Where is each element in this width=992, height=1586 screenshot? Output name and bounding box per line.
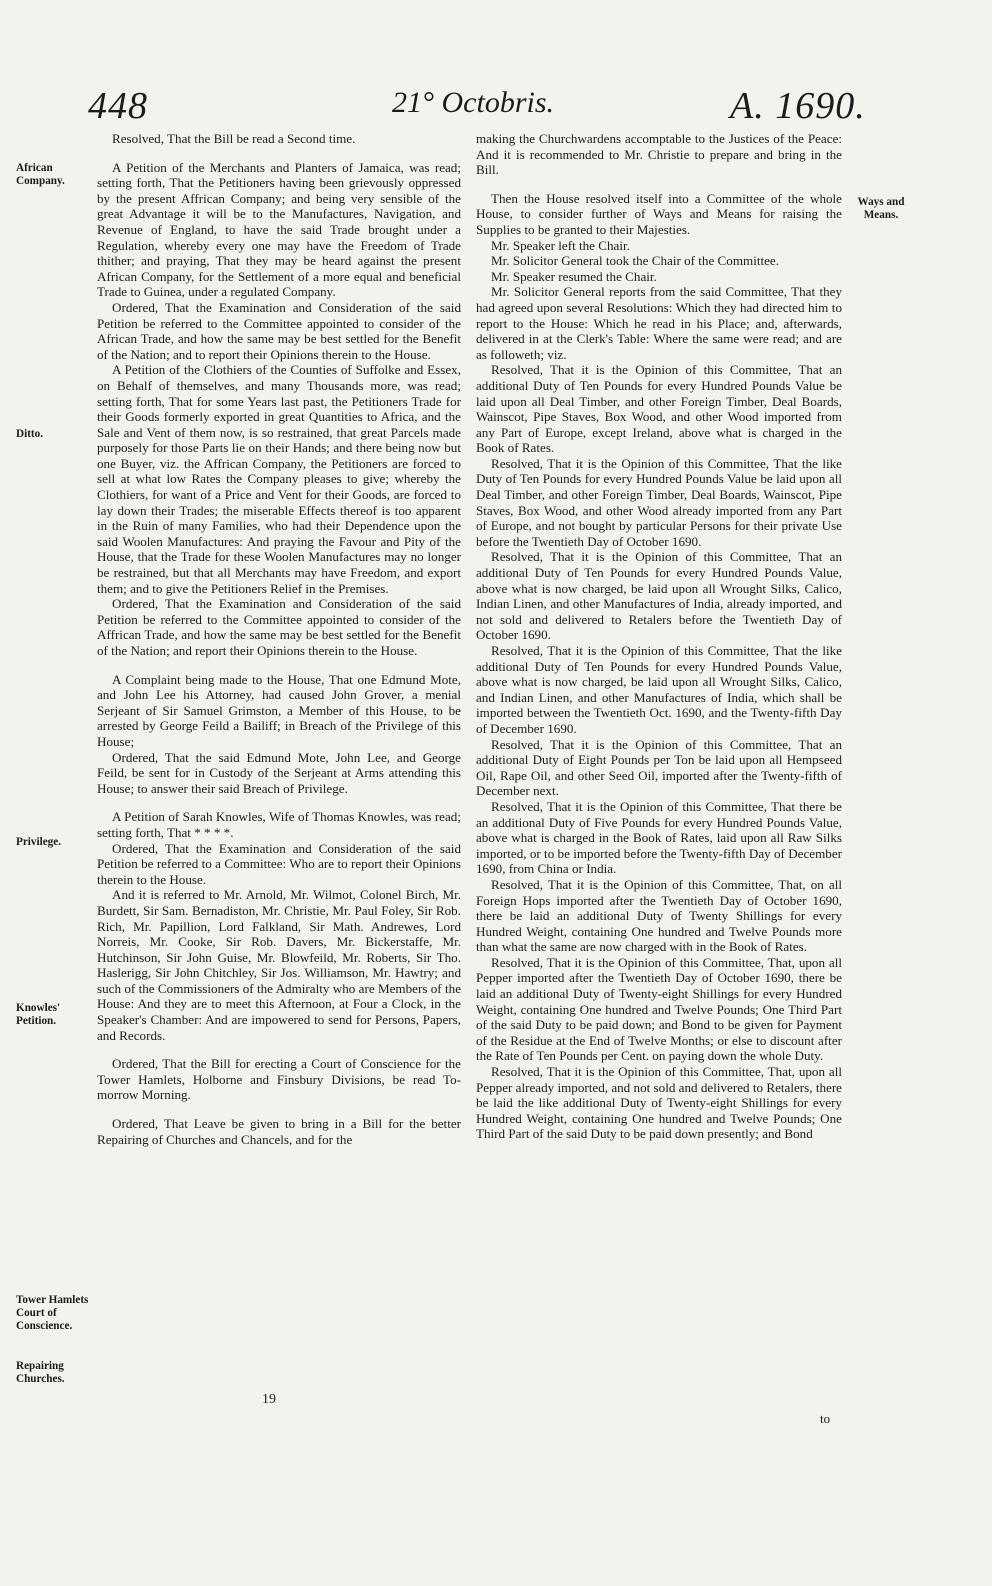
paragraph: Resolved, That it is the Opinion of this Committee, That the like additional Duty of Ten Pounds for every Hundred Pounds Value, above what is now charged, be laid upon all Wrought Silks, Calico, and Indian Linen, and other Manufactures of India, which shall be imported between the Twentieth Oct. 1690, and the Twenty-fifth Day of December 1690. <box>476 643 842 736</box>
paragraph: Ordered, That Leave be given to bring in a Bill for the better Repairing of Churches and Chancels, and for the <box>97 1116 461 1147</box>
paragraph: A Petition of the Clothiers of the Counties of Suffolke and Essex, on Behalf of themselves, and many Thousands more, was read; setting forth, That for some Years last past, the Petitioners Trade for their Goods formerly exported in great Quantities to Africa, and the Sale and Vent of them now, is so restrained, that great Parcels made purposely for those Parts lie on their Hands; and there being now but one Buyer, viz. the Affrican Company, the Petitioners are forced to sell at what low Rates the Company pleases to give; whereby the Clothiers, for want of a Price and Vent for their Goods, are forced to lay down their Trades; the miserable Effects thereof is too apparent in the Ruin of many Families, who had their Dependence upon the said Woolen Manufactures: And praying the Favour and Pity of the House, that the Trade for these Woolen Manufactures may no longer be restrained, but that all Merchants may have Freedom, and export them; and to give the Petitioners Relief in the Premises. <box>97 362 461 596</box>
left-column <box>97 131 461 1147</box>
paragraph: making the Churchwardens accomptable to the Justices of the Peace: And it is recommended to Mr. Christie to prepare and bring in the Bill. <box>476 131 842 178</box>
paragraph: Then the House resolved itself into a Committee of the whole House, to consider further of Ways and Means for raising the Supplies to be granted to their Majesties. <box>476 190 842 237</box>
paragraph: Ordered, That the Bill for erecting a Court of Conscience for the Tower Hamlets, Holborne and Finsbury Divisions, be read To-morrow Morning. <box>97 1056 461 1103</box>
catchword: to <box>820 1411 831 1426</box>
paragraph: Resolved, That the Bill be read a Second time. <box>112 131 356 146</box>
right-column <box>476 131 842 1142</box>
page-header <box>0 0 992 127</box>
paragraph: Resolved, That it is the Opinion of this Committee, That, upon all Pepper already imported, and not sold and delivered to Retalers, there be laid the like additional Duty of Twenty-eight Shillings for every Hundred Weight, containing One hundred and Twelve Pounds; One Third Part of the said Duty to be paid down presently; and Bond <box>476 1064 842 1142</box>
paragraph: Ordered, That the Examination and Consideration of the said Petition be referred to a Committee: Who are to report their Opinions therein to the House. <box>97 840 461 887</box>
paragraph: Mr. Speaker left the Chair. <box>491 237 630 253</box>
paragraph: Resolved, That it is the Opinion of this Committee, That there be an additional Duty of Five Pounds for every Hundred Pounds Value, above what is charged in the Book of Rates, laid upon all Raw Silks imported, or to be imported before the Twenty-fifth Day of December 1690, from China or India. <box>476 798 842 877</box>
paragraph: A Petition of the Merchants and Planters of Jamaica, was read; setting forth, That the Petitioners having been grievously oppressed by the present Affrican Company; and being very sensible of the great Advantage it will be to the Manufactures, Navigation, and Revenue of England, to have the said Trade brought under a Regulation, whereby every one may have the Freedom of Trade thither; and praying, That they may be heard against the present African Company, for the Settlement of a more equal and beneficial Trade to Guinea, under a regulated Company. <box>97 159 461 300</box>
margin-note-african-company: African Company. <box>16 162 65 187</box>
paragraph: A Petition of Sarah Knowles, Wife of Thomas Knowles, was read; setting forth, That * * * *. <box>97 809 461 840</box>
paragraph: Mr. Solicitor General took the Chair of the Committee. <box>491 253 780 269</box>
paragraph: Resolved, That it is the Opinion of this Committee, That, on all Foreign Hops imported after the Twentieth Day of October 1690, there be laid an additional Duty of Twenty Shillings for every Hundred Weight, containing One hundred and Twelve Pounds more than what the same are now charged with in the Book of Rates. <box>476 876 842 955</box>
paragraph: Ordered, That the said Edmund Mote, John Lee, and George Feild, be sent for in Custody of the Serjeant at Arms attending this House; to answer their said Breach of Privilege. <box>97 749 461 796</box>
margin-note-repairing: Repairing Churches. <box>16 1360 65 1385</box>
signature-mark: 19 <box>262 1392 276 1407</box>
paragraph: A Complaint being made to the House, That one Edmund Mote, and John Lee his Attorney, had caused John Grover, a menial Serjeant of Sir Samuel Grimston, a Member of this House, to be arrested by George Feild a Bailiff; in Breach of the Privilege of this House; <box>97 671 461 749</box>
paragraph: Ordered, That the Examination and Consideration of the said Petition be referred to the Committee appointed to consider of the African Trade, and how the same may be best settled for the Benefit of the Nation; and to report their Opinions therein to the House. <box>97 299 461 362</box>
paragraph: And it is referred to Mr. Arnold, Mr. Wilmot, Colonel Birch, Mr. Burdett, Sir Sam. Bernadiston, Mr. Christie, Mr. Paul Foley, Sir Rob. Rich, Mr. Papillion, Lord Falkland, Sir Math. Andrewes, Lord Norreis, Mr. Cooke, Sir Rob. Davers, Mr. Bickerstaffe, Mr. Hutchinson, Sir John Guise, Mr. Blowfeild, Mr. Roberts, Sir Tho. Haslerigg, Sir John Chitchley, Sir Jos. Williamson, Mr. Hawtry; and such of the Commissioners of the Admiralty who are Members of the House: And they are to meet this Afternoon, at Four a Clock, in the Speaker's Chamber: And are impowered to send for Persons, Papers, and Records. <box>97 887 461 1043</box>
page-number: 448 <box>88 85 148 127</box>
page-year: A. 1690. <box>730 85 866 127</box>
paragraph: Mr. Speaker resumed the Chair. <box>491 268 657 284</box>
paragraph: Ordered, That the Examination and Consideration of the said Petition be referred to the Committee appointed to consider of the Affrican Trade, and how the same may be best settled for the Benefit of the Nation; and report their Opinions therein to the House. <box>97 596 461 658</box>
paragraph: Resolved, That it is the Opinion of this Committee, That an additional Duty of Eight Pounds per Ton be laid upon all Hempseed Oil, Rape Oil, and other Seed Oil, imported after the Twenty-fifth of December next. <box>476 736 842 799</box>
margin-note-privilege: Privilege. <box>16 836 62 848</box>
paragraph: Resolved, That it is the Opinion of this Committee, That, upon all Pepper imported after the Twentieth Day of October 1690, there be laid an additional Duty of Twenty-eight Shillings for every Hundred Weight, containing One hundred and Twelve Pounds; One Third Part of the said Duty to be paid down; and Bond to be given for Payment of the Residue at the End of Twelve Months; or else to discount after the Rate of Ten Pounds per Cent. on paying down the whole Duty. <box>476 954 842 1064</box>
paragraph: Resolved, That it is the Opinion of this Committee, That an additional Duty of Ten Pounds for every Hundred Pounds Value, above what is now charged, be laid upon all Wrought Silks, Calico, Indian Linen, and other Manufactures of India, already imported, and not sold and delivered to Retalers before the Twentieth Day of October 1690. <box>476 549 842 643</box>
margin-note-knowles: Knowles' Petition. <box>16 1002 61 1027</box>
margin-note-ditto: Ditto. <box>16 428 44 440</box>
margin-note-ways-means: Ways and Means. <box>857 196 905 221</box>
paragraph: Resolved, That it is the Opinion of this Committee, That the like Duty of Ten Pounds for every Hundred Pounds Value be laid upon all Deal Timber, and other Foreign Timber, Deal Boards, Wainscot, Pipe Staves, Box Wood, and other Wood already imported from any Part of Europe, and not bought by particular Persons for their private Use before the Twentieth Day of October 1690. <box>476 455 842 549</box>
margin-note-tower-hamlets: Tower Hamlets Court of Conscience. <box>16 1294 89 1332</box>
paragraph: Resolved, That it is the Opinion of this Committee, That an additional Duty of Ten Pounds for every Hundred Pounds Value be laid upon all Deal Timber, and other Foreign Timber, Deal Boards, Wainscot, Pipe Staves, Box Wood, and other Wood imported from any Part of Europe, except Ireland, above what is charged in the Book of Rates. <box>476 362 842 456</box>
page-date: 21° Octobris. <box>392 86 554 119</box>
paragraph: Mr. Solicitor General reports from the said Committee, That they had agreed upon several Resolutions: Which they had directed him to report to the House: Which he read in his Place; and, afterwards, delivered in at the Clerk's Table: Where the same were read; and are as followeth; viz. <box>476 284 842 362</box>
